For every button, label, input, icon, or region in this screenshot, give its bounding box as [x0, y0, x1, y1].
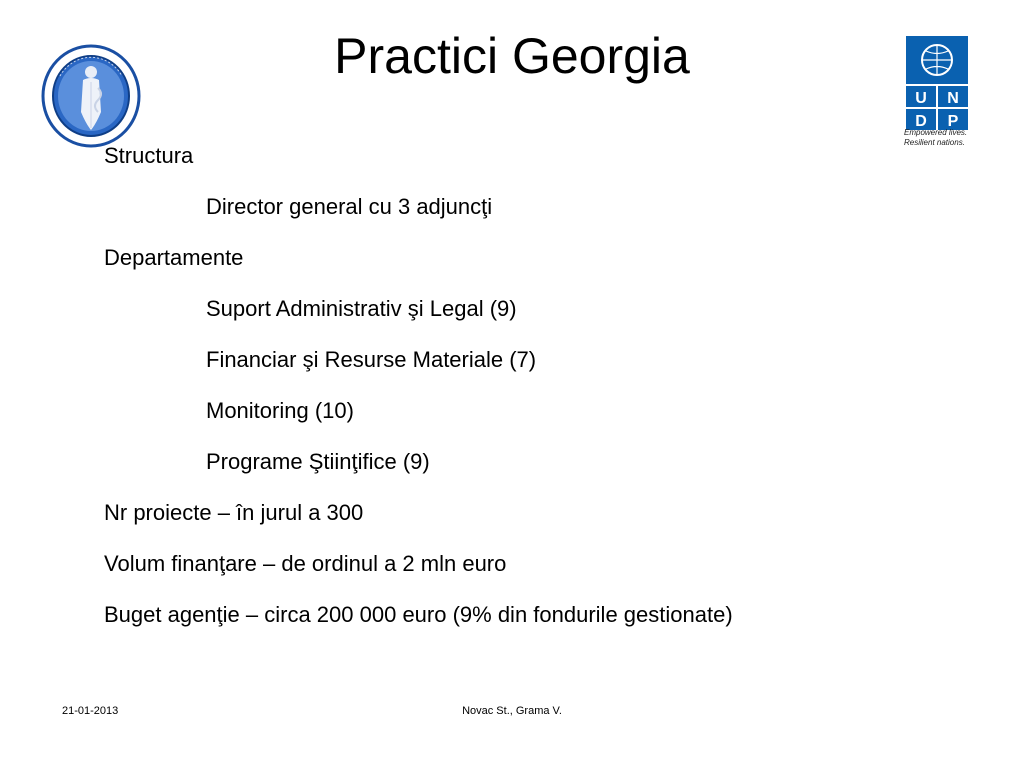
svg-text:D: D — [915, 113, 927, 130]
body-line: Programe Ştiinţifice (9) — [206, 449, 430, 474]
body-line: Suport Administrativ şi Legal (9) — [206, 296, 517, 321]
body-line: Financiar şi Resurse Materiale (7) — [206, 347, 537, 372]
svg-text:N: N — [947, 90, 959, 107]
body-line: Buget agenţie – circa 200 000 euro (9% din fondurile gestionate) — [104, 602, 733, 627]
svg-text:U: U — [915, 90, 927, 107]
body-line: Volum finanţare – de ordinul a 2 mln euro — [104, 551, 507, 576]
svg-text:P: P — [947, 113, 959, 130]
undp-tagline-line2: Resilient nations. — [904, 138, 965, 147]
body-line: Nr proiecte – în jurul a 300 — [104, 500, 364, 525]
body-line: Monitoring (10) — [206, 398, 354, 423]
footer-date: 21-01-2013 — [62, 705, 119, 717]
body-line: Structura — [104, 143, 194, 168]
body-line: Departamente — [104, 245, 244, 270]
body-line: Director general cu 3 adjuncţi — [206, 194, 493, 219]
undp-tagline-line1: Empowered lives. — [904, 128, 968, 137]
undp-logo-icon — [906, 36, 968, 130]
slide-body — [104, 130, 984, 640]
footer-authors: Novac St., Grama V. — [462, 705, 562, 717]
slide-title: Practici Georgia — [334, 28, 690, 84]
